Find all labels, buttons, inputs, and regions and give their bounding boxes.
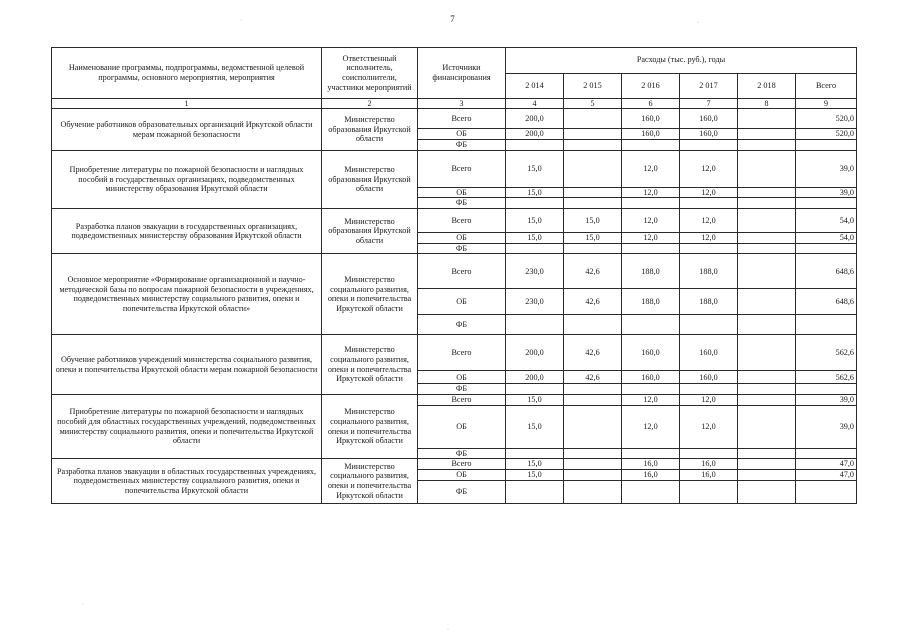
year-value: 200,0	[506, 129, 564, 140]
activity-name: Обучение работников учреждений министерства социального развития, опеки и попечительства Иркутской области мерам пожарной безопасности	[52, 335, 322, 395]
year-value	[564, 140, 622, 151]
year-value: 200,0	[506, 371, 564, 384]
year-value	[738, 243, 796, 254]
year-value: 15,0	[506, 187, 564, 198]
year-value: 160,0	[622, 129, 680, 140]
funding-source: ОБ	[418, 371, 506, 384]
year-value	[738, 187, 796, 198]
activity-name: Обучение работников образовательных организаций Иркутской области мерам пожарной безопасности	[52, 109, 322, 150]
table-body	[52, 109, 857, 503]
funding-source: ОБ	[418, 289, 506, 315]
total-value: 648,6	[796, 289, 857, 315]
total-value	[796, 315, 857, 335]
year-value: 200,0	[506, 109, 564, 129]
total-value: 39,0	[796, 395, 857, 406]
year-value	[680, 480, 738, 503]
year-value	[738, 254, 796, 289]
table-row	[52, 395, 857, 406]
year-value	[738, 109, 796, 129]
column-header-expenses: Расходы (тыс. руб.), годы	[506, 48, 857, 74]
year-value	[738, 233, 796, 244]
executor-name: Министерство образования Иркутской области	[322, 209, 418, 254]
year-value	[622, 243, 680, 254]
year-value	[680, 198, 738, 209]
funding-source: ФБ	[418, 140, 506, 151]
year-value: 16,0	[680, 459, 738, 470]
year-value	[738, 448, 796, 459]
funding-source: ФБ	[418, 198, 506, 209]
table-row	[52, 254, 857, 289]
total-value	[796, 243, 857, 254]
activity-name: Основное мероприятие «Формирование организационной и научно-методической базы по вопросам пожарной безопасности в учреждениях, подведомственных министерству социального развития, опеки и попечительства Иркутской области»	[52, 254, 322, 335]
year-value	[564, 459, 622, 470]
year-value	[564, 187, 622, 198]
year-value	[680, 243, 738, 254]
funding-source: ОБ	[418, 405, 506, 448]
year-value	[738, 371, 796, 384]
year-value: 42,6	[564, 254, 622, 289]
funding-source: Всего	[418, 254, 506, 289]
year-value: 15,0	[564, 233, 622, 244]
column-index: 1	[52, 99, 322, 109]
year-value: 16,0	[622, 459, 680, 470]
funding-source: ФБ	[418, 480, 506, 503]
column-index: 2	[322, 99, 418, 109]
year-value	[738, 405, 796, 448]
table-row	[52, 109, 857, 129]
year-value	[506, 384, 564, 395]
year-value: 15,0	[506, 470, 564, 481]
funding-source: Всего	[418, 150, 506, 187]
year-value: 16,0	[622, 470, 680, 481]
activity-name: Приобретение литературы по пожарной безопасности и наглядных пособий в государственных организациях, подведомственных министерству образования Иркутской области	[52, 150, 322, 208]
budget-table	[51, 47, 857, 504]
year-value: 230,0	[506, 289, 564, 315]
year-value	[738, 470, 796, 481]
table-row	[52, 150, 857, 187]
funding-source: ОБ	[418, 233, 506, 244]
funding-source: Всего	[418, 335, 506, 371]
year-value	[564, 384, 622, 395]
scan-mark: ·	[82, 602, 84, 608]
year-value: 160,0	[680, 371, 738, 384]
year-value	[622, 140, 680, 151]
year-value: 160,0	[622, 371, 680, 384]
year-value	[680, 140, 738, 151]
funding-source: ФБ	[418, 243, 506, 254]
column-index: 4	[506, 99, 564, 109]
total-value	[796, 198, 857, 209]
year-value	[738, 129, 796, 140]
year-value	[506, 198, 564, 209]
year-value: 12,0	[622, 233, 680, 244]
year-value	[680, 448, 738, 459]
funding-source: ФБ	[418, 384, 506, 395]
year-value	[564, 150, 622, 187]
year-value: 12,0	[622, 209, 680, 233]
year-value: 15,0	[506, 209, 564, 233]
table-row	[52, 335, 857, 371]
year-value: 15,0	[506, 150, 564, 187]
year-value: 12,0	[680, 395, 738, 406]
total-header: Всего	[796, 73, 857, 99]
year-value	[680, 384, 738, 395]
page-number: 7	[450, 14, 455, 24]
column-index: 7	[680, 99, 738, 109]
total-value: 47,0	[796, 470, 857, 481]
year-header: 2 018	[738, 73, 796, 99]
year-value: 12,0	[622, 187, 680, 198]
year-value: 160,0	[622, 109, 680, 129]
total-value: 47,0	[796, 459, 857, 470]
year-value	[680, 315, 738, 335]
year-value: 200,0	[506, 335, 564, 371]
executor-name: Министерство социального развития, опеки и попечительства Иркутской области	[322, 335, 418, 395]
year-header: 2 016	[622, 73, 680, 99]
year-value: 188,0	[680, 254, 738, 289]
year-header: 2 014	[506, 73, 564, 99]
scan-mark: ·	[697, 20, 699, 26]
scan-mark: ·	[447, 627, 449, 633]
year-value: 160,0	[680, 335, 738, 371]
year-value: 12,0	[680, 233, 738, 244]
year-value	[564, 470, 622, 481]
year-value	[506, 480, 564, 503]
year-value	[564, 129, 622, 140]
year-value: 42,6	[564, 289, 622, 315]
year-value: 188,0	[622, 254, 680, 289]
total-value: 562,6	[796, 371, 857, 384]
year-value	[564, 448, 622, 459]
activity-name: Разработка планов эвакуации в государственных организациях, подведомственных министерству образования Иркутской области	[52, 209, 322, 254]
year-value	[564, 198, 622, 209]
column-header-name: Наименование программы, подпрограммы, ведомственной целевой программы, основного мероприятия, мероприятия	[52, 48, 322, 99]
year-value	[738, 395, 796, 406]
column-index: 3	[418, 99, 506, 109]
year-value	[564, 480, 622, 503]
funding-source: Всего	[418, 209, 506, 233]
column-index: 8	[738, 99, 796, 109]
year-value: 16,0	[680, 470, 738, 481]
year-value	[622, 448, 680, 459]
total-value: 648,6	[796, 254, 857, 289]
activity-name: Разработка планов эвакуации в областных государственных учреждениях, подведомственных министерству социального развития, опеки и попечительства Иркутской области	[52, 459, 322, 503]
column-index: 6	[622, 99, 680, 109]
column-index-row	[52, 99, 857, 109]
funding-source: ФБ	[418, 448, 506, 459]
funding-source: ОБ	[418, 187, 506, 198]
funding-source: ОБ	[418, 129, 506, 140]
total-value	[796, 448, 857, 459]
year-value: 160,0	[680, 109, 738, 129]
table-row	[52, 209, 857, 233]
year-value	[738, 209, 796, 233]
year-value	[622, 198, 680, 209]
year-value	[506, 448, 564, 459]
total-value: 520,0	[796, 109, 857, 129]
year-value: 12,0	[622, 150, 680, 187]
total-value: 54,0	[796, 209, 857, 233]
year-value: 12,0	[622, 405, 680, 448]
funding-source: Всего	[418, 395, 506, 406]
executor-name: Министерство образования Иркутской области	[322, 109, 418, 150]
total-value	[796, 480, 857, 503]
activity-name: Приобретение литературы по пожарной безопасности и наглядных пособий для областных государственных учреждений, подведомственных министерству социального развития, опеки и попечительства Иркутской области	[52, 395, 322, 459]
total-value: 39,0	[796, 405, 857, 448]
year-value: 12,0	[680, 150, 738, 187]
year-value	[622, 315, 680, 335]
column-header-sources: Источники финансирования	[418, 48, 506, 99]
executor-name: Министерство социального развития, опеки и попечительства Иркутской области	[322, 254, 418, 335]
year-value	[738, 140, 796, 151]
total-value: 39,0	[796, 150, 857, 187]
total-value	[796, 140, 857, 151]
funding-source: ОБ	[418, 470, 506, 481]
scan-mark: ·	[240, 18, 242, 24]
total-value	[796, 384, 857, 395]
year-value: 15,0	[506, 459, 564, 470]
year-value: 230,0	[506, 254, 564, 289]
total-value: 39,0	[796, 187, 857, 198]
year-value	[738, 335, 796, 371]
total-value: 54,0	[796, 233, 857, 244]
year-value: 188,0	[622, 289, 680, 315]
year-value	[564, 395, 622, 406]
year-value	[564, 315, 622, 335]
year-value	[738, 315, 796, 335]
year-value: 15,0	[506, 405, 564, 448]
funding-source: ФБ	[418, 315, 506, 335]
year-value	[738, 289, 796, 315]
year-value: 15,0	[506, 395, 564, 406]
executor-name: Министерство образования Иркутской области	[322, 150, 418, 208]
year-value: 15,0	[506, 233, 564, 244]
year-value	[564, 243, 622, 254]
table-row	[52, 459, 857, 470]
year-value	[738, 480, 796, 503]
year-value: 12,0	[622, 395, 680, 406]
year-value	[622, 384, 680, 395]
column-index: 5	[564, 99, 622, 109]
year-value	[622, 480, 680, 503]
year-header: 2 015	[564, 73, 622, 99]
year-value	[738, 384, 796, 395]
funding-source: Всего	[418, 109, 506, 129]
year-value: 42,6	[564, 335, 622, 371]
table-header	[52, 48, 857, 109]
year-value: 160,0	[622, 335, 680, 371]
column-index: 9	[796, 99, 857, 109]
year-value	[738, 150, 796, 187]
total-value: 562,6	[796, 335, 857, 371]
year-value: 15,0	[564, 209, 622, 233]
year-value	[738, 459, 796, 470]
year-value: 12,0	[680, 187, 738, 198]
year-value	[506, 315, 564, 335]
year-value: 188,0	[680, 289, 738, 315]
year-value: 12,0	[680, 209, 738, 233]
column-header-executor: Ответственный исполнитель, соисполнители, участники мероприятий	[322, 48, 418, 99]
year-value	[506, 140, 564, 151]
year-value	[564, 109, 622, 129]
year-value: 42,6	[564, 371, 622, 384]
year-value: 160,0	[680, 129, 738, 140]
total-value: 520,0	[796, 129, 857, 140]
executor-name: Министерство социального развития, опеки и попечительства Иркутской области	[322, 459, 418, 503]
year-header: 2 017	[680, 73, 738, 99]
year-value	[506, 243, 564, 254]
year-value	[564, 405, 622, 448]
year-value: 12,0	[680, 405, 738, 448]
year-value	[738, 198, 796, 209]
executor-name: Министерство социального развития, опеки и попечительства Иркутской области	[322, 395, 418, 459]
funding-source: Всего	[418, 459, 506, 470]
